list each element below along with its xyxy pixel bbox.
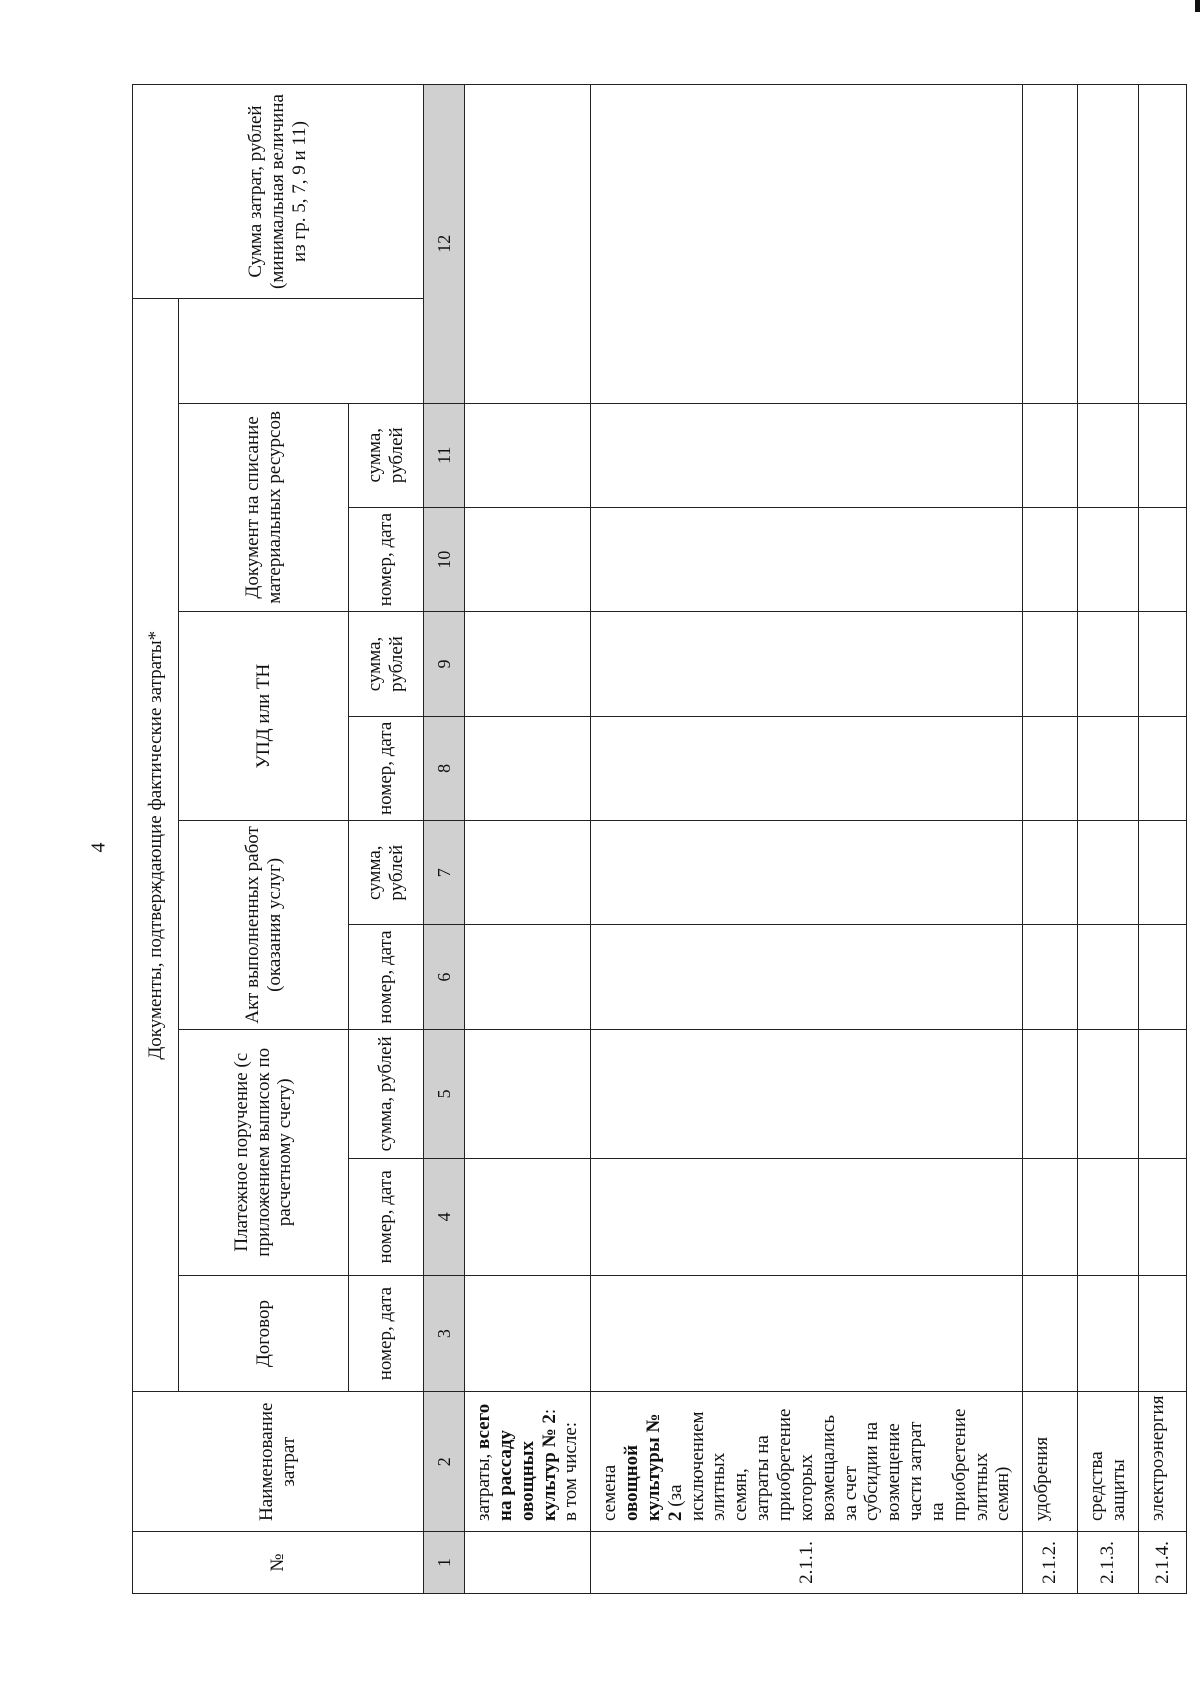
row-number: 2.1.1. (591, 1532, 1023, 1594)
rotated-table-container (132, 84, 1173, 1594)
header-payment-order: Платежное поручение (с приложением выписок по расчетному счету) (179, 1029, 349, 1275)
row-name (465, 1392, 591, 1532)
table-row (1078, 85, 1139, 1594)
header-writeoff: Документ на списание материальных ресурсов (179, 403, 349, 612)
column-number: 2 (424, 1392, 465, 1532)
column-number: 3 (424, 1275, 465, 1392)
header-no: № (133, 1532, 424, 1594)
row-name: удобрения (1023, 1392, 1078, 1532)
header-documents-group: Документы, подтверждающие фактические затраты* (133, 299, 179, 1392)
column-number: 11 (424, 403, 465, 507)
row-name-bold: всего на рассаду овощных культур № 2 (473, 1403, 560, 1521)
column-number: 4 (424, 1158, 465, 1275)
column-number: 8 (424, 716, 465, 820)
row-name (591, 1392, 1023, 1532)
table-row (591, 85, 1023, 1594)
row-name: электроэнергия (1138, 1392, 1186, 1532)
table-row (1138, 85, 1186, 1594)
sub-payment-sum: сумма, рублей (349, 1029, 424, 1158)
column-number: 12 (424, 85, 465, 404)
sub-upd-sum: сумма, рублей (349, 612, 424, 716)
row-name: средства защиты (1078, 1392, 1139, 1532)
table-row (1023, 85, 1078, 1594)
sub-upd-number-date: номер, дата (349, 716, 424, 820)
column-number: 10 (424, 507, 465, 611)
rotated-table-wrapper (132, 84, 1173, 1594)
sub-writeoff-number-date: номер, дата (349, 507, 424, 611)
row-name-prefix: затраты, (473, 1449, 494, 1521)
sub-writeoff-sum: сумма, рублей (349, 403, 424, 507)
row-number: 2.1.2. (1023, 1532, 1078, 1594)
header-name: Наименование затрат (133, 1392, 424, 1532)
sub-payment-number-date: номер, дата (349, 1158, 424, 1275)
header-total: Сумма затрат, рублей (минимальная величина из гр. 5, 7, 9 и 11) (133, 85, 424, 299)
row-name-prefix: семена (599, 1464, 621, 1521)
header-act: Акт выполненных работ (оказания услуг) (179, 821, 349, 1030)
row-number: 2.1.4. (1138, 1532, 1186, 1594)
sub-contract-number-date: номер, дата (349, 1275, 424, 1392)
sub-act-number-date: номер, дата (349, 925, 424, 1029)
column-numbers-row (424, 85, 465, 1594)
table-row (465, 85, 591, 1594)
row-name-suffix: (за исключением элитных семян, затраты на приобретение которых возмещались за счет субсидии на возмещение части затрат на приобретение элитных семян) (664, 1408, 1014, 1521)
column-number: 9 (424, 612, 465, 716)
row-name-suffix: : (538, 1408, 560, 1415)
row-number (465, 1532, 591, 1594)
scan-edge-mark (1195, 0, 1200, 12)
page-number: 4 (87, 842, 110, 853)
header-contract: Договор (179, 1275, 349, 1392)
column-number: 1 (424, 1532, 465, 1594)
column-number: 5 (424, 1029, 465, 1158)
column-number: 6 (424, 925, 465, 1029)
header-upd: УПД или ТН (179, 612, 349, 821)
row-name-line2: в том числе: (560, 1421, 582, 1521)
row-number: 2.1.3. (1078, 1532, 1139, 1594)
sub-act-sum: сумма, рублей (349, 821, 424, 925)
cost-table (132, 84, 1187, 1594)
row-name-bold: овощной культуры № 2 (621, 1413, 686, 1521)
column-number: 7 (424, 821, 465, 925)
